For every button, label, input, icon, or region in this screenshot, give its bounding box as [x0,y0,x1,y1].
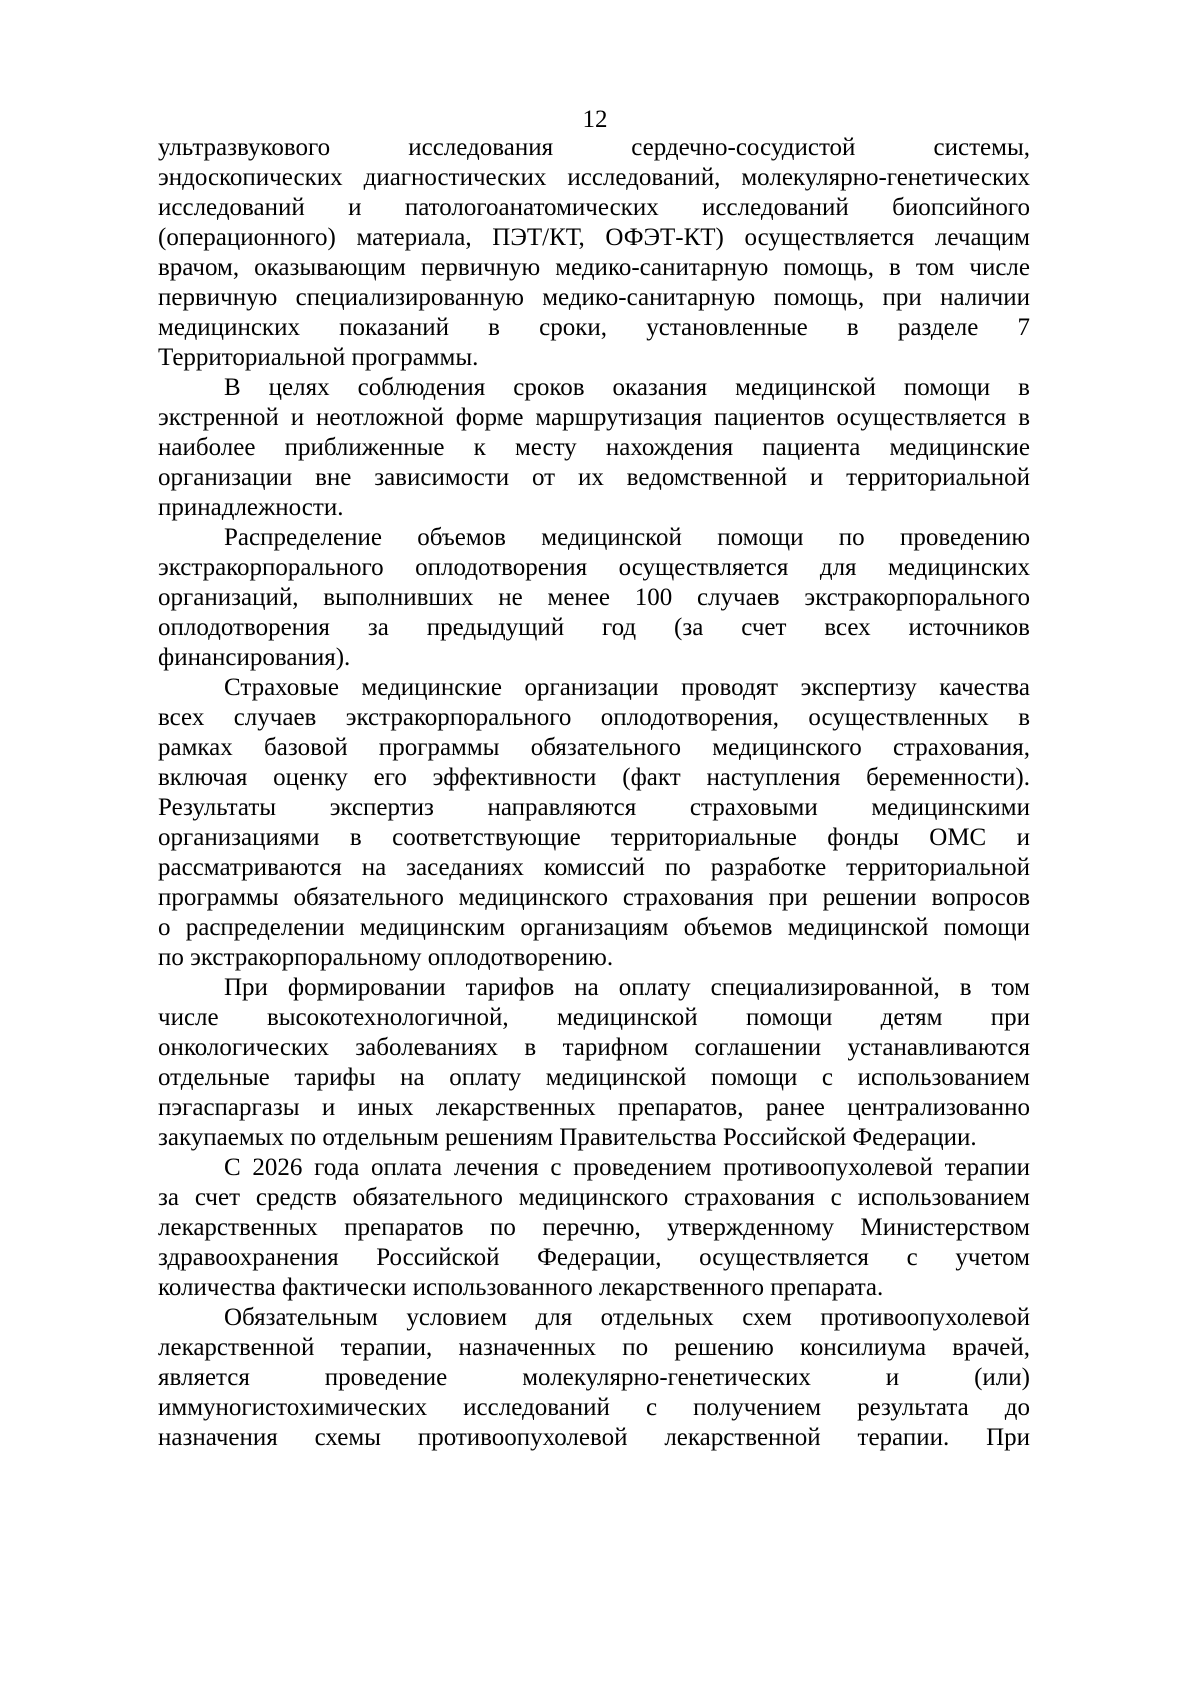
text-line: отдельные тарифы на оплату медицинской помощи с использованием [158,1064,1030,1091]
text-line: лекарственной терапии, назначенных по решению консилиума врачей, [158,1334,1030,1361]
paragraph [158,1153,1030,1303]
text-line: числе высокотехнологичной, медицинской помощи детям при [158,1004,1030,1031]
text-line: врачом, оказывающим первичную медико-санитарную помощь, в том числе [158,254,1030,281]
document-body [158,133,1030,1453]
text-line: организации вне зависимости от их ведомственной и территориальной [158,464,1030,491]
text-line: Результаты экспертиз направляются страховыми медицинскими [158,794,1030,821]
text-line: лекарственных препаратов по перечню, утвержденному Министерством [158,1214,1030,1241]
text-line: Обязательным условием для отдельных схем противоопухолевой [224,1304,1030,1331]
text-line: ультразвукового исследования сердечно-сосудистой системы, [158,134,1030,161]
text-line: рамках базовой программы обязательного медицинского страхования, [158,734,1030,761]
text-line: медицинских показаний в сроки, установленные в разделе 7 [158,314,1030,341]
text-line: организациями в соответствующие территориальные фонды ОМС и [158,824,1030,851]
text-line: Территориальной программы. [158,344,479,371]
text-line: экстракорпорального оплодотворения осуществляется для медицинских [158,554,1030,581]
paragraph [158,523,1030,673]
text-line: включая оценку его эффективности (факт наступления беременности). [158,764,1030,791]
text-line: по экстракорпоральному оплодотворению. [158,944,614,971]
text-line: иммуногистохимических исследований с получением результата до [158,1394,1030,1421]
text-line: финансирования). [158,644,351,671]
paragraph [158,1303,1030,1453]
text-line: количества фактически использованного лекарственного препарата. [158,1274,884,1301]
text-line: здравоохранения Российской Федерации, осуществляется с учетом [158,1244,1030,1271]
text-line: всех случаев экстракорпорального оплодотворения, осуществленных в [158,704,1030,731]
text-line: При формировании тарифов на оплату специализированной, в том [224,974,1030,1001]
text-line: онкологических заболеваниях в тарифном соглашении устанавливаются [158,1034,1030,1061]
paragraph [158,133,1030,373]
text-line: программы обязательного медицинского страхования при решении вопросов [158,884,1030,911]
text-line: рассматриваются на заседаниях комиссий по разработке территориальной [158,854,1030,881]
page-number: 12 [582,106,608,133]
text-line: принадлежности. [158,494,344,521]
text-line: назначения схемы противоопухолевой лекарственной терапии. При [158,1424,1030,1451]
text-line: С 2026 года оплата лечения с проведением противоопухолевой терапии [224,1154,1030,1181]
text-line: является проведение молекулярно-генетических и (или) [158,1364,1030,1391]
text-line: В целях соблюдения сроков оказания медицинской помощи в [224,374,1030,401]
text-line: экстренной и неотложной форме маршрутизация пациентов осуществляется в [158,404,1030,431]
text-line: Распределение объемов медицинской помощи по проведению [224,524,1030,551]
text-line: наиболее приближенные к месту нахождения пациента медицинские [158,434,1030,461]
text-line: первичную специализированную медико-санитарную помощь, при наличии [158,284,1030,311]
text-line: исследований и патологоанатомических исследований биопсийного [158,194,1030,221]
text-line: (операционного) материала, ПЭТ/КТ, ОФЭТ-КТ) осуществляется лечащим [158,224,1030,251]
text-line: пэгаспаргазы и иных лекарственных препаратов, ранее централизованно [158,1094,1030,1121]
text-line: оплодотворения за предыдущий год (за счет всех источников [158,614,1030,641]
paragraph [158,373,1030,523]
text-line: Страховые медицинские организации проводят экспертизу качества [224,674,1030,701]
paragraph [158,973,1030,1153]
text-line: организаций, выполнивших не менее 100 случаев экстракорпорального [158,584,1030,611]
text-line: закупаемых по отдельным решениям Правительства Российской Федерации. [158,1124,977,1151]
paragraph [158,673,1030,973]
text-line: эндоскопических диагностических исследований, молекулярно-генетических [158,164,1030,191]
text-line: за счет средств обязательного медицинского страхования с использованием [158,1184,1030,1211]
text-line: о распределении медицинским организациям объемов медицинской помощи [158,914,1030,941]
